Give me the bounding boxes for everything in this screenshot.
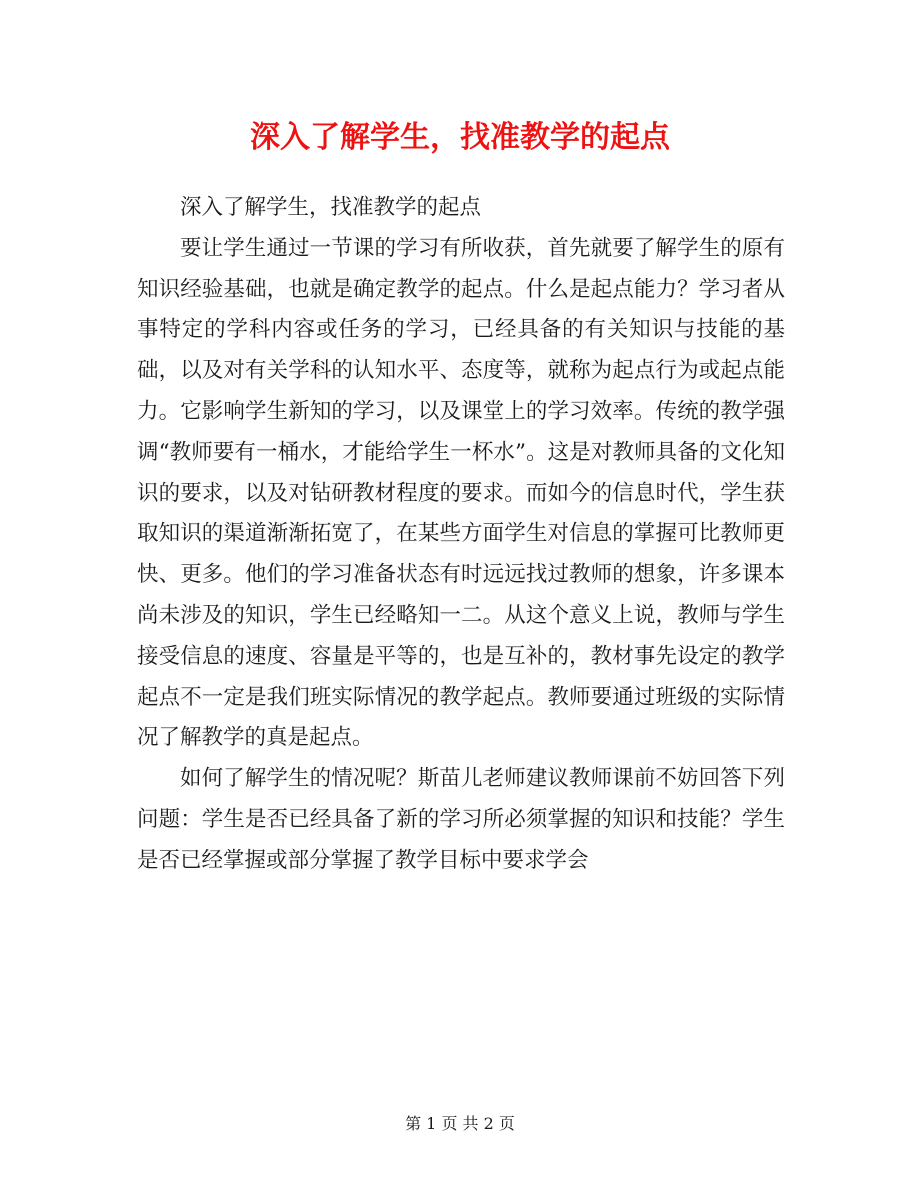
document-body: [137, 188, 785, 882]
paragraph-subtitle: 深入了解学生，找准教学的起点: [180, 195, 482, 220]
document-title: 深入了解学生，找准教学的起点: [250, 120, 670, 155]
paragraph-1: 要让学生通过一节课的学习有所收获，首先就要了解学生的原有知识经验基础，也就是确定教学的起点。什么是起点能力？学习者从事特定的学科内容或任务的学习，已经具备的有关知识与技能的基础，以及对有关学科的认知水平、态度等，就称为起点行为或起点能力。它影响学生新知的学习，以及课堂上的学习效率。传统的教学强调“教师要有一桶水，才能给学生一杯水”。这是对教师具备的文化知识的要求，以及对钻研教材程度的要求。而如今的信息时代，学生获取知识的渠道渐渐拓宽了，在某些方面学生对信息的掌握可比教师更快、更多。他们的学习准备状态有时远远找过教师的想象，许多课本尚未涉及的知识，学生已经略知一二。从这个意义上说，教师与学生接受信息的速度、容量是平等的，也是互补的，教材事先设定的教学起点不一定是我们班实际情况的教学起点。教师要通过班级的实际情况了解教学的真是起点。: [137, 235, 785, 751]
page-footer: 第 1 页 共 2 页: [405, 1114, 515, 1133]
paragraph-2: 如何了解学生的情况呢？斯苗儿老师建议教师课前不妨回答下列问题：学生是否已经具备了新的学习所必须掌握的知识和技能？学生是否已经掌握或部分掌握了教学目标中要求学会: [137, 766, 785, 873]
